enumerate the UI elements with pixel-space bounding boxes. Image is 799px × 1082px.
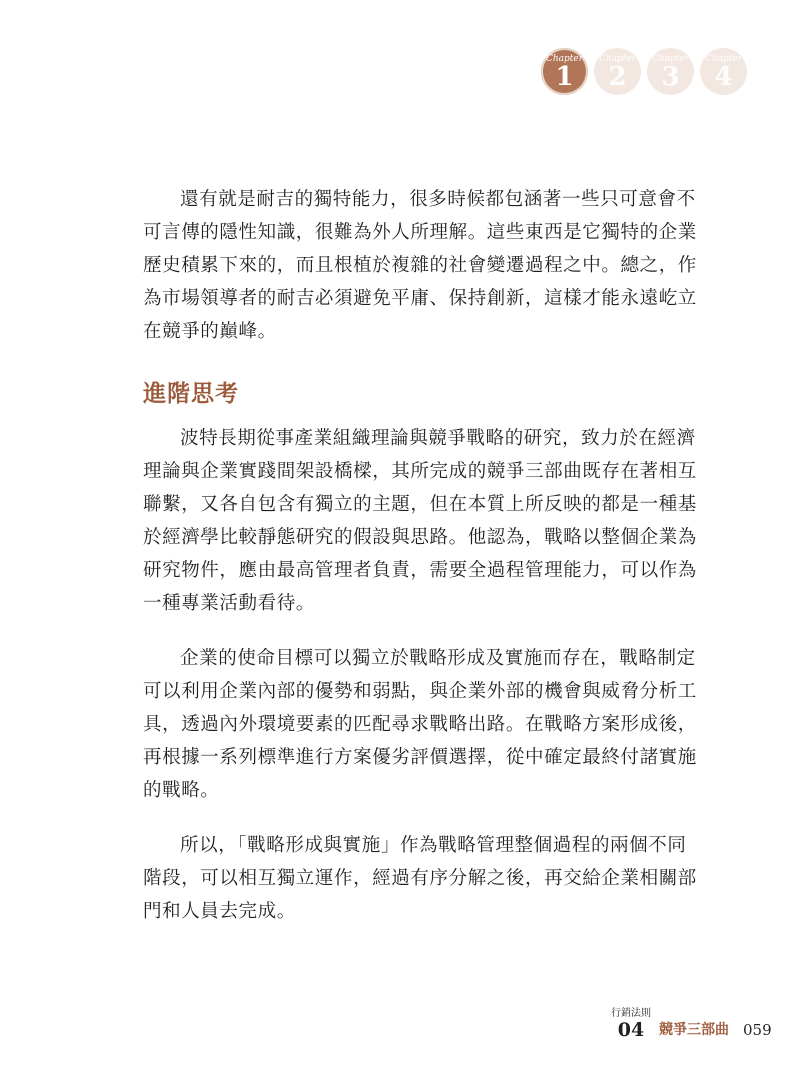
- chapter-number: 3: [661, 62, 680, 92]
- text-line: 的戰略。: [143, 780, 220, 801]
- text-line: 可言傳的隱性知識，很難為外人所理解。這些東西是它獨特的企業: [143, 222, 697, 243]
- text-line: 可以利用企業內部的優勢和弱點，與企業外部的機會與威脅分析工: [143, 681, 697, 702]
- chapter-navigation: [541, 48, 747, 95]
- text-line: 理論與企業實踐間架設橋樑，其所完成的競爭三部曲既存在著相互: [143, 461, 697, 482]
- chapter-4-badge[interactable]: [700, 48, 747, 95]
- paragraph-3: [143, 642, 697, 807]
- section-heading: 進階思考: [143, 381, 239, 407]
- text-line: 門和人員去完成。: [143, 901, 296, 922]
- series-number: 04: [617, 1019, 645, 1041]
- text-line: 波特長期從事產業組織理論與競爭戰略的研究，致力於在經濟: [180, 428, 696, 449]
- paragraph-1: [143, 183, 697, 348]
- text-line: 在競爭的巔峰。: [143, 321, 277, 342]
- chapter-1-badge[interactable]: [541, 48, 588, 95]
- chapter-2-badge[interactable]: [594, 48, 641, 95]
- text-line: 研究物件，應由最高管理者負責，需要全過程管理能力，可以作為: [143, 560, 697, 581]
- text-line: 為市場領導者的耐吉必須避免平庸、保持創新，這樣才能永遠屹立: [143, 288, 697, 309]
- chapter-number: 1: [555, 62, 574, 92]
- chapter-word: Chapter: [651, 54, 690, 64]
- paragraph-2: [143, 422, 697, 620]
- text-line: 於經濟學比較靜態研究的假設與思路。他認為，戰略以整個企業為: [143, 527, 697, 548]
- text-line: 歷史積累下來的，而且根植於複雜的社會變遷過程之中。總之，作: [143, 255, 697, 276]
- text-line: 一種專業活動看待。: [143, 593, 315, 614]
- text-line: 聯繫，又各自包含有獨立的主題，但在本質上所反映的都是一種基: [143, 494, 697, 515]
- chapter-number: 4: [714, 62, 733, 92]
- text-line: 所以，「戰略形成與實施」作為戰略管理整個過程的兩個不同: [180, 835, 687, 856]
- chapter-3-badge[interactable]: [647, 48, 694, 95]
- book-title: 競爭三部曲: [659, 1022, 729, 1038]
- paragraph-4: [143, 829, 697, 928]
- chapter-number: 2: [608, 62, 627, 92]
- page-number: 059: [743, 1021, 772, 1039]
- chapter-word: Chapter: [598, 54, 637, 64]
- page-footer: [611, 1008, 772, 1040]
- text-line: 階段，可以相互獨立運作，經過有序分解之後，再交給企業相關部: [143, 868, 697, 889]
- page-body: [143, 183, 697, 928]
- text-line: 還有就是耐吉的獨特能力，很多時候都包涵著一些只可意會不: [180, 189, 696, 210]
- series-label: [611, 1008, 651, 1040]
- text-line: 再根據一系列標準進行方案優劣評價選擇，從中確定最終付諸實施: [143, 747, 697, 768]
- text-line: 具，透過內外環境要素的匹配尋求戰略出路。在戰略方案形成後，: [143, 714, 697, 735]
- chapter-word: Chapter: [704, 54, 743, 64]
- chapter-word: Chapter: [545, 54, 584, 64]
- text-line: 企業的使命目標可以獨立於戰略形成及實施而存在，戰略制定: [180, 648, 696, 669]
- series-name: 行銷法則: [611, 1008, 651, 1019]
